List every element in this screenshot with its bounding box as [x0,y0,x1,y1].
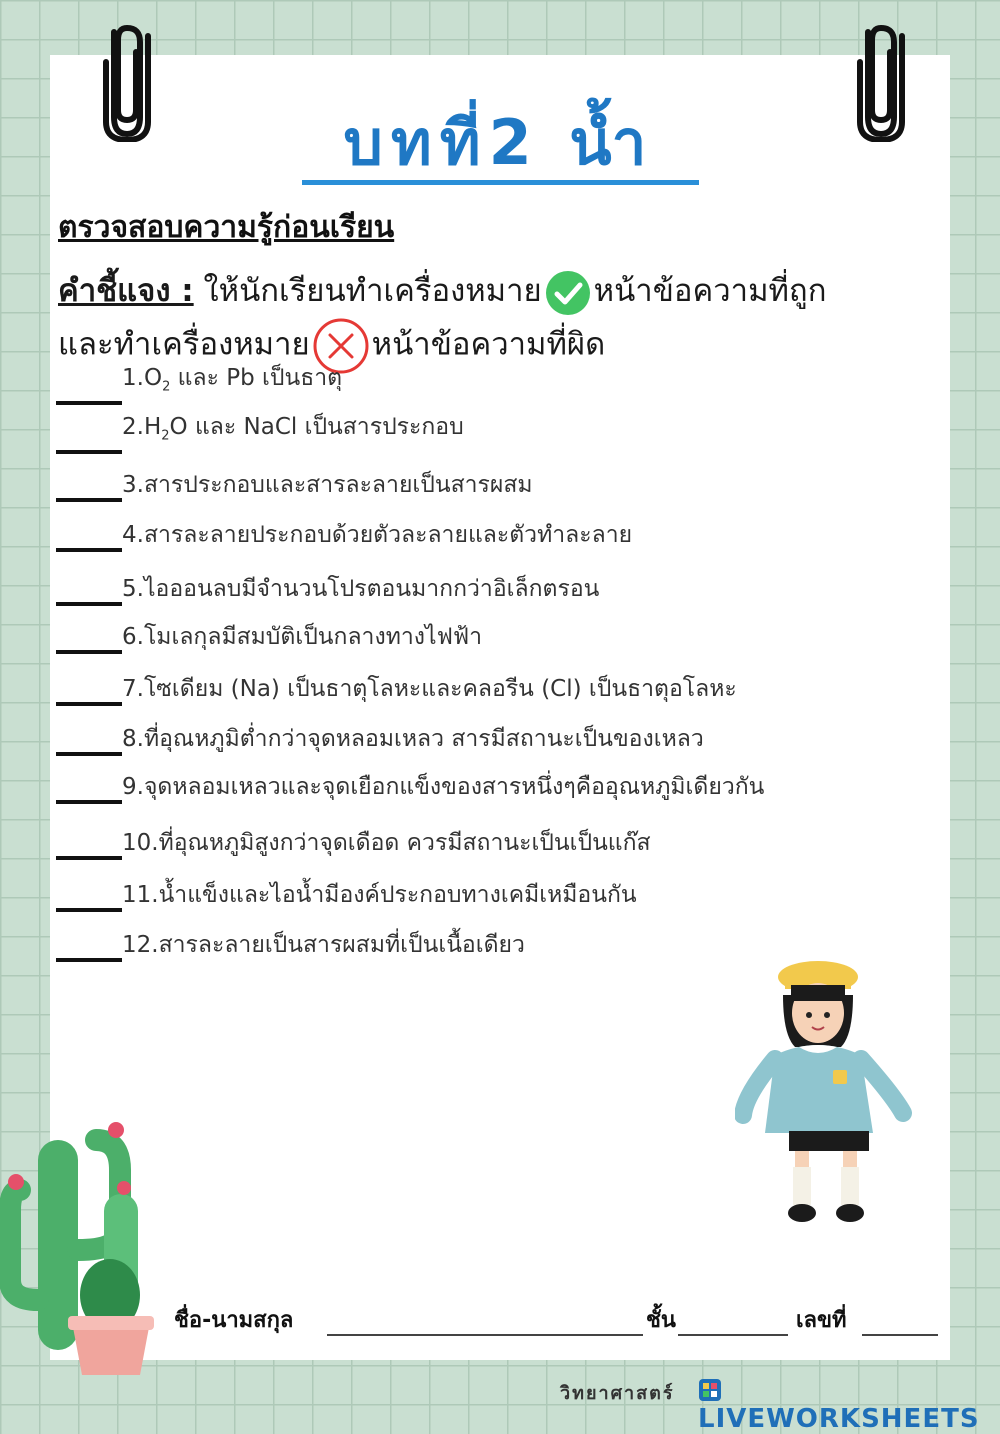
paperclip-left-icon [96,22,158,142]
question-text: 11.น้ำแข็งและไอน้ำมีองค์ประกอบทางเคมีเหมือนกัน [122,882,637,908]
class-label: ชั้น [646,1308,676,1333]
question-text: 5.ไอออนลบมีจำนวนโปรตอนมากกว่าอิเล็กตรอน [122,576,600,602]
answer-blank[interactable] [56,958,122,962]
paperclip-right-icon [850,22,912,142]
question-text: $1.O_2$ และ Pb เป็นธาตุ [122,365,343,395]
instructions-text-2: หน้าข้อความที่ถูก [593,273,827,309]
question-text: 7.โซเดียม (Na) เป็นธาตุโลหะและคลอรีน (Cl) เป็นธาตุอโลหะ [122,676,737,702]
instructions-text-1: ให้นักเรียนทำเครื่องหมาย [193,273,542,309]
answer-blank[interactable] [56,602,122,606]
answer-blank[interactable] [56,498,122,502]
question-text: 12.สารละลายเป็นสารผสมที่เป็นเนื้อเดียว [122,932,525,958]
answer-blank[interactable] [56,450,122,454]
number-label: เลขที่ [796,1308,847,1333]
answer-blank[interactable] [56,752,122,756]
answer-blank[interactable] [56,702,122,706]
instructions-label: คำชี้แจง : [58,273,194,309]
question-text: 6.โมเลกุลมีสมบัติเป็นกลางทางไฟฟ้า [122,624,483,650]
answer-blank[interactable] [56,800,122,804]
brand-watermark: LIVEWORKSHEETS [698,1374,1000,1434]
name-field[interactable] [327,1334,643,1336]
liveworksheets-logo-icon [698,1378,722,1402]
title-underline [302,180,699,185]
girl-illustration-icon [735,955,915,1235]
number-field[interactable] [862,1334,938,1336]
cactus-illustration-icon [0,1110,160,1380]
check-icon [544,269,592,317]
question-text: 9.จุดหลอมเหลวและจุดเยือกแข็งของสารหนึ่งๆคืออุณหภูมิเดียวกัน [122,774,765,800]
question-text: 10.ที่อุณหภูมิสูงกว่าจุดเดือด ควรมีสถานะเป็นเป็นแก๊ส [122,830,651,856]
question-text: 8.ที่อุณหภูมิต่ำกว่าจุดหลอมเหลว สารมีสถานะเป็นของเหลว [122,726,704,752]
subject-text: วิทยาศาสตร์ [560,1383,675,1404]
answer-blank[interactable] [56,548,122,552]
page-title: บทที่2 น้ำ [343,106,655,179]
section-heading: ตรวจสอบความรู้ก่อนเรียน [58,210,395,245]
answer-blank[interactable] [56,856,122,860]
answer-blank[interactable] [56,650,122,654]
instructions [58,268,958,375]
answer-blank[interactable] [56,908,122,912]
question-text: $2.H_2O$ และ NaCl เป็นสารประกอบ [122,414,464,444]
class-field[interactable] [678,1334,788,1336]
answer-blank[interactable] [56,401,122,405]
question-text: 4.สารละลายประกอบด้วยตัวละลายและตัวทำละลาย [122,522,633,548]
instructions-text-3: และทำเครื่องหมาย [58,326,310,362]
question-text: 3.สารประกอบและสารละลายเป็นสารผสม [122,472,533,498]
instructions-text-4: หน้าข้อความที่ผิด [371,326,606,362]
name-label: ชื่อ-นามสกุล [174,1308,294,1333]
